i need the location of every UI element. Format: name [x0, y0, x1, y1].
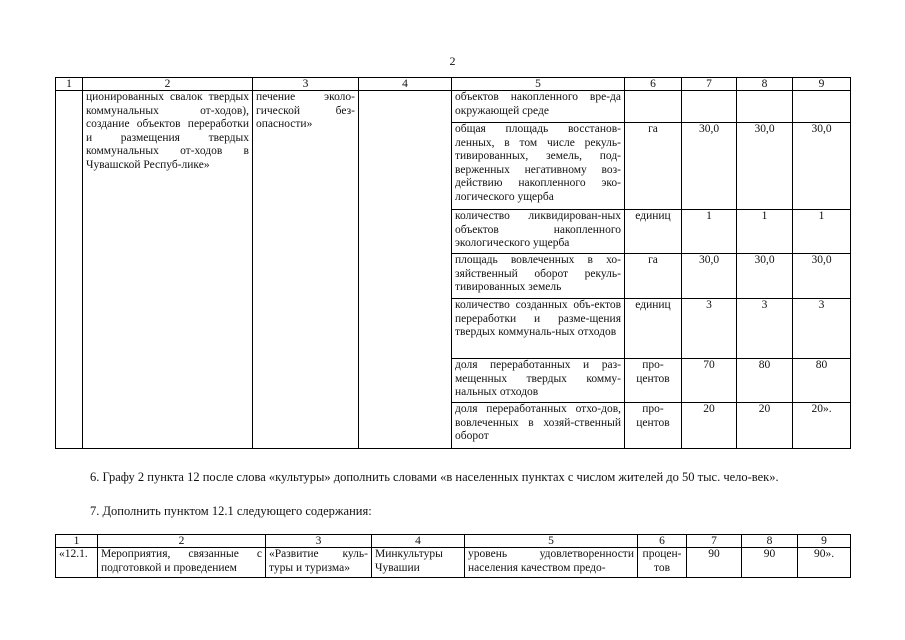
cell-executor: Минкультуры Чувашии — [372, 548, 465, 578]
cell-value — [737, 91, 793, 123]
column-header: 5 — [465, 535, 638, 548]
cell-value: 30,0 — [737, 123, 793, 210]
column-header: 9 — [793, 78, 851, 91]
page-number: 2 — [449, 54, 456, 68]
cell-value: 30,0 — [793, 123, 851, 210]
cell-indicator: площадь вовлеченных в хо-зяйственный оборот рекуль-тивированных земель — [452, 254, 625, 299]
cell-goal: «Развитие куль-туры и туризма» — [266, 548, 372, 578]
cell-value: 3 — [682, 299, 737, 359]
program-indicators-table — [55, 77, 851, 449]
cell-indicator: объектов накопленного вре-да окружающей среде — [452, 91, 625, 123]
column-header: 2 — [83, 78, 253, 91]
column-header: 5 — [452, 78, 625, 91]
cell-value — [682, 91, 737, 123]
cell-unit: единиц — [625, 210, 682, 254]
column-header: 9 — [798, 535, 851, 548]
cell-number: «12.1. — [56, 548, 98, 578]
cell-value: 30,0 — [682, 123, 737, 210]
column-header: 1 — [56, 535, 98, 548]
cell-value: 20 — [682, 403, 737, 449]
cell-value: 30,0 — [737, 254, 793, 299]
cell-value: 20». — [793, 403, 851, 449]
cell-unit: единиц — [625, 299, 682, 359]
cell-activity: ционированных свалок твердых коммунальных от-ходов), создание объектов переработки и размещения твердых коммунальных от-ходов в Чувашской Респуб-лике» — [83, 91, 253, 449]
cell-indicator: доля переработанных и раз-мещенных твердых комму-нальных отходов — [452, 359, 625, 403]
cell-indicator: количество ликвидирован-ных объектов накопленного экологического ущерба — [452, 210, 625, 254]
cell-unit — [625, 91, 682, 123]
cell-unit: про-центов — [625, 403, 682, 449]
cell-value — [793, 91, 851, 123]
column-header: 3 — [253, 78, 359, 91]
cell-unit: процен-тов — [638, 548, 687, 578]
column-header: 2 — [98, 535, 266, 548]
cell-activity: Мероприятия, связанные с подготовкой и проведением — [98, 548, 266, 578]
paragraph-7: 7. Дополнить пунктом 12.1 следующего содержания: — [90, 504, 372, 518]
cell-value: 30,0 — [682, 254, 737, 299]
cell-value: 3 — [737, 299, 793, 359]
cell-indicator: доля переработанных отхо-дов, вовлеченных в хозяй-ственный оборот — [452, 403, 625, 449]
column-header: 7 — [687, 535, 742, 548]
cell-number — [56, 91, 83, 449]
cell-value: 90 — [687, 548, 742, 578]
column-header: 7 — [682, 78, 737, 91]
table-header-row — [56, 535, 851, 548]
cell-value: 70 — [682, 359, 737, 403]
paragraph-6: 6. Графу 2 пункта 12 после слова «культуры» дополнить словами «в населенных пунктах с числом жителей до 50 тыс. чело-век». — [90, 470, 779, 484]
table-row — [56, 91, 851, 123]
cell-value: 90». — [798, 548, 851, 578]
cell-value: 1 — [682, 210, 737, 254]
cell-value: 80 — [737, 359, 793, 403]
table-row — [56, 548, 851, 578]
cell-unit: про-центов — [625, 359, 682, 403]
cell-indicator: количество созданных объ-ектов переработки и разме-щения твердых коммуналь-ных отходов — [452, 299, 625, 359]
cell-unit: га — [625, 123, 682, 210]
cell-executor — [359, 91, 452, 449]
cell-indicator: общая площадь восстанов-ленных, в том числе рекуль-тивированных, земель, под-верженных негативному воз-действию накопленного эко-логического ущерба — [452, 123, 625, 210]
cell-value: 90 — [742, 548, 798, 578]
column-header: 8 — [742, 535, 798, 548]
column-header: 1 — [56, 78, 83, 91]
cell-indicator: уровень удовлетворенности населения качеством предо- — [465, 548, 638, 578]
column-header: 4 — [359, 78, 452, 91]
column-header: 6 — [625, 78, 682, 91]
cell-value: 1 — [793, 210, 851, 254]
cell-unit: га — [625, 254, 682, 299]
cell-goal: печение эколо-гической без-опасности» — [253, 91, 359, 449]
column-header: 6 — [638, 535, 687, 548]
cell-value: 80 — [793, 359, 851, 403]
column-header: 3 — [266, 535, 372, 548]
column-header: 8 — [737, 78, 793, 91]
item-12-1-table — [55, 534, 851, 578]
column-header: 4 — [372, 535, 465, 548]
cell-value: 3 — [793, 299, 851, 359]
cell-value: 30,0 — [793, 254, 851, 299]
cell-value: 1 — [737, 210, 793, 254]
table-header-row — [56, 78, 851, 91]
cell-value: 20 — [737, 403, 793, 449]
